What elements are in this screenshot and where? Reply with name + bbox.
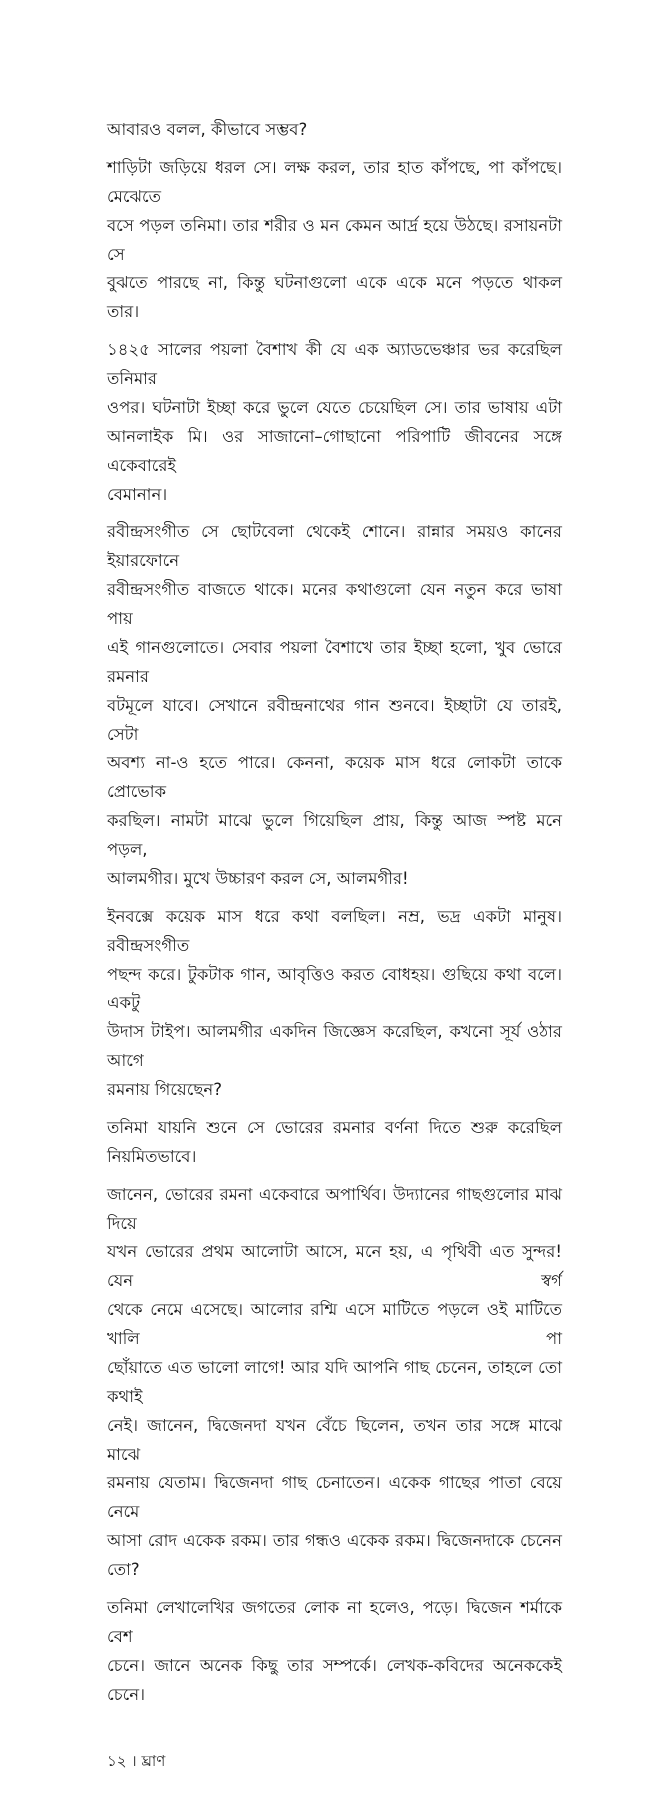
paragraph (107, 154, 562, 327)
paragraph (107, 903, 562, 1105)
paragraph (107, 1594, 562, 1710)
paragraph (107, 1181, 562, 1585)
page-footer (107, 1749, 663, 1813)
text-line: রবীন্দ্রসংগীত সে ছোটবেলা থেকেই শোনে। রান্নার সময়ও কানের ইয়ারফোনে (107, 522, 562, 571)
book-title: ঘ্রাণ (141, 1752, 166, 1771)
text-line: আনলাইক মি। ওর সাজানো–গোছানো পরিপাটি জীবনের সঙ্গে একেবারেই (107, 426, 562, 475)
paragraph (107, 336, 562, 509)
text-line: থেকে নেমে এসেছে। আলোর রশ্মি এসে মাটিতে পড়লে ওই মাটিতে খালি পা (107, 1300, 562, 1348)
text-line: বসে পড়ল তনিমা। তার শরীর ও মন কেমন আর্দ্র হয়ে উঠছে। রসায়নটা সে (107, 215, 562, 264)
text-line: রমনায় গিয়েছেন? (107, 1080, 222, 1099)
text-line: ১৪২৫ সালের পয়লা বৈশাখ কী যে এক অ্যাডভেঞ্চার ভর করেছিল তনিমার (107, 340, 562, 388)
text-line: ইনবক্সে কয়েক মাস ধরে কথা বলছিল। নম্র, ভদ্র একটা মানুষ। রবীন্দ্রসংগীত (107, 906, 562, 955)
text-line: পছন্দ করে। টুকটাক গান, আবৃত্তিও করত বোধহয়। গুছিয়ে কথা বলে। একটু (107, 964, 562, 1013)
text-line: যখন ভোরের প্রথম আলোটা আসে, মনে হয়, এ পৃথিবী এত সুন্দর! যেন স্বর্গ (107, 1242, 562, 1291)
text-line: শাড়িটা জড়িয়ে ধরল সে। লক্ষ করল, তার হাত কাঁপছে, পা কাঁপছে। মেঝেতে (107, 157, 562, 206)
text-line: চেনে। জানে অনেক কিছু তার সম্পর্কে। লেখক-কবিদের অনেককেই চেনে। (107, 1655, 562, 1704)
text-line: নেই। জানেন, দ্বিজেনদা যখন বেঁচে ছিলেন, তখন তার সঙ্গে মাঝে মাঝে (107, 1415, 562, 1464)
page-number: ১২ (107, 1752, 127, 1771)
text-line: রবীন্দ্রসংগীত বাজতে থাকে। মনের কথাগুলো যেন নতুন করে ভাষা পায় (107, 580, 562, 628)
text-line: ওপর। ঘটনাটা ইচ্ছা করে ভুলে যেতে চেয়েছিল সে। তার ভাষায় এটা (107, 397, 562, 417)
text-line: বুঝতে পারছে না, কিন্তু ঘটনাগুলো একে একে মনে পড়তে থাকল তার। (107, 273, 562, 322)
text-line: এই গানগুলোতে। সেবার পয়লা বৈশাখে তার ইচ্ছা হলো, খুব ভোরে রমনার (107, 637, 562, 686)
text-line: উদাস টাইপ। আলমগীর একদিন জিজ্ঞেস করেছিল, কখনো সূর্য ওঠার আগে (107, 1022, 562, 1071)
page-body (107, 0, 562, 1709)
text-line: আলমগীর। মুখে উচ্চারণ করল সে, আলমগীর! (107, 868, 409, 888)
text-line: অবশ্য না-ও হতে পারে। কেননা, কয়েক মাস ধরে লোকটা তাকে প্রোভোক (107, 753, 562, 802)
text-line: জানেন, ভোরের রমনা একেবারে অপার্থিব। উদ্যানের গাছগুলোর মাঝ দিয়ে (107, 1184, 562, 1233)
text-line: আবারও বলল, কীভাবে সম্ভব? (107, 120, 308, 139)
text-line: রমনায় যেতাম। দ্বিজেনদা গাছ চেনাতেন। একেক গাছের পাতা বেয়ে নেমে (107, 1473, 562, 1522)
text-line: করছিল। নামটা মাঝে ভুলে গিয়েছিল প্রায়, কিন্তু আজ স্পষ্ট মনে পড়ল, (107, 811, 562, 859)
text-line: আসা রোদ একেক রকম। তার গন্ধও একেক রকম। দ্বিজেনদাকে চেনেন তো? (107, 1531, 562, 1579)
paragraph (107, 1114, 562, 1172)
text-line: তনিমা লেখালেখির জগতের লোক না হলেও, পড়ে। দ্বিজেন শর্মাকে বেশ (107, 1597, 562, 1646)
paragraph (107, 116, 562, 145)
text-line: তনিমা যায়নি শুনে সে ভোরের রমনার বর্ণনা দিতে শুরু করেছিল নিয়মিতভাবে। (107, 1117, 562, 1166)
text-line: বটমূলে যাবে। সেখানে রবীন্দ্রনাথের গান শুনবে। ইচ্ছাটা যে তারই, সেটা (107, 695, 562, 744)
text-line: ছোঁয়াতে এত ভালো লাগে! আর যদি আপনি গাছ চেনেন, তাহলে তো কথাই (107, 1357, 562, 1406)
footer-separator: । (131, 1752, 137, 1771)
paragraph (107, 518, 562, 893)
text-line: বেমানান। (107, 484, 168, 504)
